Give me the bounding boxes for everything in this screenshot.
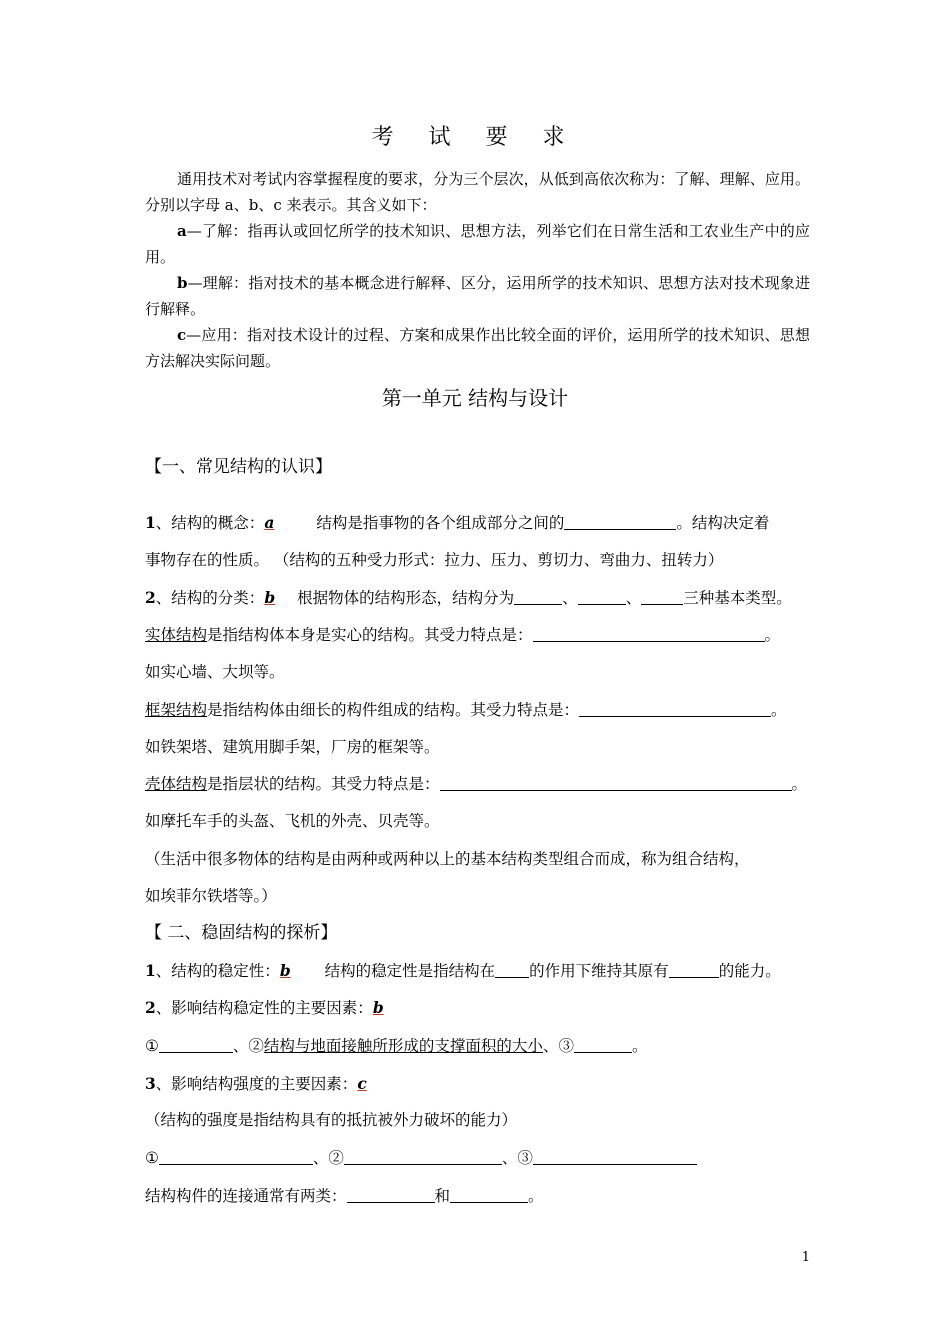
item-label: 、影响结构稳定性的主要因素：: [155, 999, 373, 1017]
combined-structure-note-2: 如埃菲尔铁塔等。）: [145, 887, 277, 905]
level-b-key: b: [177, 274, 188, 292]
item-number: 1: [145, 961, 156, 980]
item-tail: 的能力。: [718, 962, 781, 980]
frame-structure-line: [145, 698, 815, 720]
structure-concept-line2: 事物存在的性质。 （结构的五种受力形式：拉力、压力、剪切力、弯曲力、扭转力）: [145, 551, 724, 569]
fill-blank[interactable]: [578, 590, 626, 605]
strength-factors-heading: [145, 1072, 815, 1094]
level-badge: b: [372, 998, 384, 1017]
circled-number: 、②: [232, 1037, 264, 1055]
fill-blank[interactable]: [669, 963, 719, 978]
item-number: 1: [145, 513, 156, 532]
item-label: 、影响结构强度的主要因素：: [155, 1075, 358, 1093]
section2-heading: 【 二、稳固结构的探析】: [145, 923, 338, 943]
solid-structure-line: [145, 623, 815, 645]
circled-number: ①: [145, 1037, 159, 1055]
item-number: 2: [145, 998, 156, 1017]
item-label: 、结构的概念：: [155, 514, 265, 532]
connection-types-line: [145, 1184, 815, 1206]
shell-structure-text: 是指层状的结构。其受力特点是：: [207, 775, 440, 793]
fill-blank[interactable]: [641, 590, 683, 605]
item-text: 结构是指事物的各个组成部分之间的: [316, 514, 565, 532]
circled-number: 、③: [501, 1149, 533, 1167]
fill-blank[interactable]: [159, 1150, 313, 1165]
fill-blank[interactable]: [533, 627, 765, 642]
fill-blank[interactable]: [574, 1038, 632, 1053]
strength-factors-line: [145, 1146, 815, 1168]
fill-blank[interactable]: [495, 963, 529, 978]
structure-classification-line: [145, 586, 815, 608]
solid-structure-text: 是指结构体本身是实心的结构。其受力特点是：: [207, 626, 533, 644]
level-c-text: —应用：指对技术设计的过程、方案和成果作出比较全面的评价，运用所学的技术知识、思想方法解决实际问题。: [145, 326, 810, 370]
section1-heading: 【一、常见结构的认识】: [145, 457, 332, 477]
item-number: 2: [145, 588, 156, 607]
stability-factors-heading: [145, 996, 815, 1018]
period: 。: [764, 626, 781, 644]
shell-structure-example: 如摩托车手的头盔、飞机的外壳、贝壳等。: [145, 812, 440, 830]
frame-structure-example: 如铁架塔、建筑用脚手架，厂房的框架等。: [145, 738, 440, 756]
level-badge: b: [279, 961, 291, 980]
level-badge: c: [357, 1074, 367, 1093]
item-tail: 三种基本类型。: [683, 589, 792, 607]
stability-line: [145, 959, 815, 981]
fill-blank[interactable]: [344, 1150, 502, 1165]
separator: 、: [562, 589, 578, 607]
fill-blank[interactable]: [564, 515, 676, 530]
item-mid: 的作用下维持其原有: [529, 962, 669, 980]
fill-blank[interactable]: [533, 1150, 697, 1165]
conjunction: 和: [434, 1187, 451, 1205]
shell-structure-line: [145, 772, 815, 794]
fill-blank[interactable]: [159, 1038, 233, 1053]
strength-definition-note: （结构的强度是指结构具有的抵抗被外力破坏的能力）: [145, 1111, 518, 1129]
level-b-definition: [145, 270, 810, 322]
fill-blank[interactable]: [450, 1188, 528, 1203]
fill-blank[interactable]: [514, 590, 562, 605]
period: 。: [631, 1037, 648, 1055]
combined-structure-note: （生活中很多物体的结构是由两种或两种以上的基本结构类型组合而成，称为组合结构，: [145, 850, 750, 868]
level-c-definition: [145, 322, 810, 374]
connection-text: 结构构件的连接通常有两类：: [145, 1187, 347, 1205]
item-label: 、结构的稳定性：: [155, 962, 280, 980]
level-b-text: —理解：指对技术的基本概念进行解释、区分，运用所学的技术知识、思想方法对技术现象进行解释。: [145, 274, 810, 318]
circled-number: ①: [145, 1149, 159, 1167]
circled-number: 、②: [312, 1149, 344, 1167]
fill-blank[interactable]: [579, 702, 771, 717]
support-area-factor: 结构与地面接触所形成的支撑面积的大小: [263, 1037, 543, 1055]
level-a-text: —了解：指再认或回忆所学的技术知识、思想方法，列举它们在日常生活和工农业生产中的应用。: [145, 222, 810, 266]
fill-blank[interactable]: [347, 1188, 435, 1203]
frame-structure-term: 框架结构: [145, 701, 208, 719]
period: 。: [771, 701, 787, 719]
separator: 、: [625, 589, 642, 607]
level-badge: b: [264, 588, 276, 607]
stability-factors-line: [145, 1034, 815, 1056]
period: 。: [791, 775, 808, 793]
intro-paragraph: 通用技术对考试内容掌握程度的要求，分为三个层次，从低到高依次称为：了解、理解、应用。分别以字母 a、b、c 来表示。其含义如下：: [145, 170, 810, 214]
solid-structure-term: 实体结构: [145, 626, 208, 644]
item-label: 、结构的分类：: [155, 589, 265, 607]
item-number: 3: [145, 1074, 156, 1093]
unit-title: 第一单元 结构与设计: [381, 386, 569, 410]
level-a-definition: [145, 218, 810, 270]
document-title: 考 试 要 求: [371, 125, 579, 150]
fill-blank[interactable]: [440, 776, 792, 791]
period: 。: [528, 1187, 544, 1205]
item-text: 结构的稳定性是指结构在: [324, 962, 496, 980]
structure-concept-line: [145, 511, 815, 533]
level-a-key: a: [177, 222, 187, 240]
item-tail: 。结构决定着: [676, 514, 770, 532]
shell-structure-term: 壳体结构: [145, 775, 208, 793]
circled-number: 、③: [542, 1037, 574, 1055]
frame-structure-text: 是指结构体由细长的构件组成的结构。其受力特点是：: [207, 701, 580, 719]
level-c-key: c: [177, 326, 187, 344]
solid-structure-example: 如实心墙、大坝等。: [145, 663, 285, 681]
level-badge: a: [264, 513, 275, 532]
page-number: 1: [801, 1250, 810, 1265]
item-text: 根据物体的结构形态，结构分为: [297, 589, 515, 607]
